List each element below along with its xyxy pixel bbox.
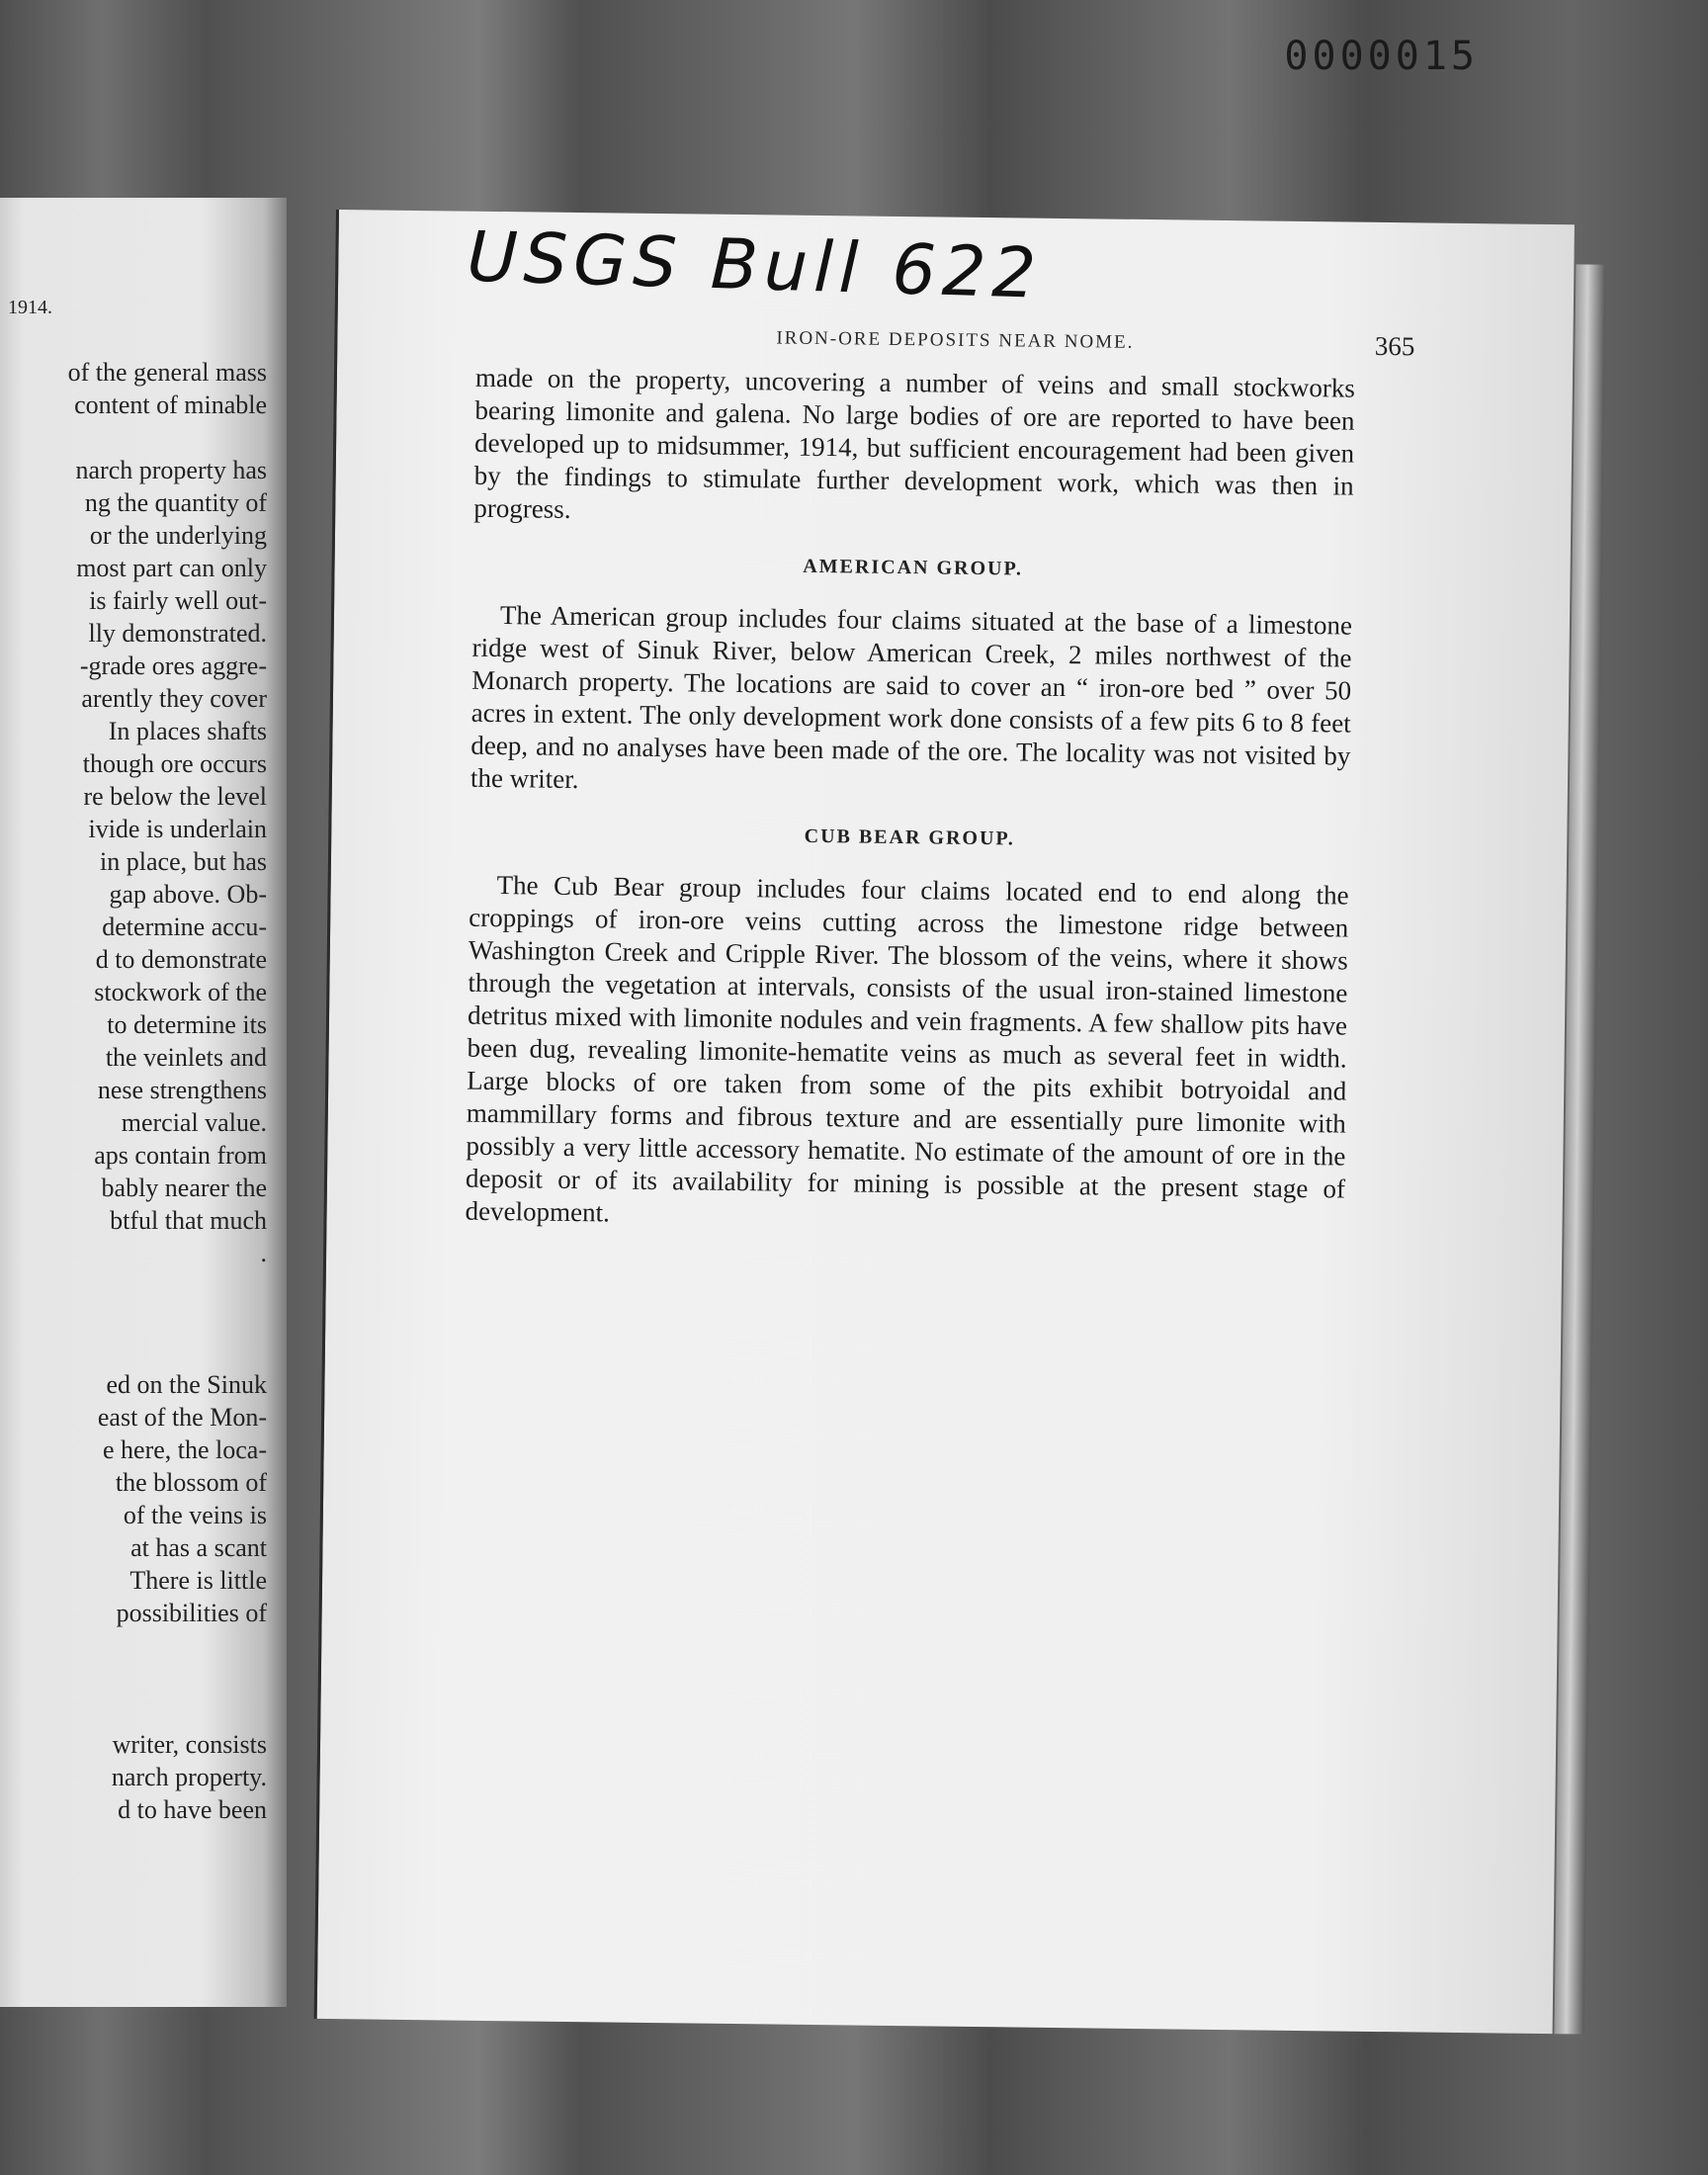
left-page-line: in place, but has [100, 847, 267, 876]
left-page-line: aps contain from [94, 1141, 267, 1170]
left-page-line: ed on the Sinuk [106, 1370, 267, 1399]
running-head: IRON-ORE DEPOSITS NEAR NOME. [776, 327, 1135, 353]
left-page-year: 1914. [8, 297, 52, 318]
left-page-line: d to demonstrate [95, 945, 267, 974]
left-page-line: to determine its [107, 1010, 267, 1039]
left-page-line: stockwork of the [94, 978, 267, 1006]
left-page-line: re below the level [83, 782, 267, 811]
left-page-text [10, 356, 267, 1826]
left-page-line: though ore occurs [82, 749, 267, 778]
left-page-line: arently they cover [81, 684, 267, 713]
left-page-line: determine accu- [102, 913, 267, 941]
left-page-line: of the veins is [123, 1501, 267, 1529]
left-page-line: There is little [129, 1566, 267, 1595]
heading-cub-bear-group: CUB BEAR GROUP. [804, 825, 1016, 850]
left-page-line: lly demonstrated. [88, 619, 267, 648]
handwritten-note: USGS Bull 622 [466, 216, 1044, 314]
left-page-line: . [260, 1239, 267, 1267]
left-page-line: gap above. Ob- [109, 880, 267, 909]
left-page-line: narch property. [111, 1763, 267, 1791]
page-body [465, 362, 1355, 1239]
left-page-line: is fairly well out- [89, 586, 267, 615]
left-page-line: most part can only [76, 554, 267, 582]
left-page-line: d to have been [118, 1795, 267, 1824]
page-number: 365 [1374, 330, 1415, 362]
left-page-line: possibilities of [116, 1599, 267, 1627]
left-text-block-top [10, 356, 267, 1269]
left-page-line: ng the quantity of [84, 488, 267, 517]
heading-american-group: AMERICAN GROUP. [803, 555, 1024, 580]
left-page-line: bably nearer the [101, 1174, 267, 1202]
left-page-line: of the general mass [67, 358, 267, 387]
left-page-line: nese strengthens [97, 1076, 267, 1104]
left-page-line: content of minable [74, 391, 267, 419]
left-page-line: mercial value. [121, 1108, 267, 1137]
paragraph-cub-bear-group: The Cub Bear group includes four claims located end to end along the croppings of iron-ore veins cutting across the limestone ridge between Washington Creek and Cripple River. The blossom of the veins, where it shows through the vegetation at intervals, consists of the usual iron-stained limestone detritus mixed with limonite nodules and vein fragments. A few shallow pits have been dug, revealing limonite-hematite veins as much as several feet in width. Large blocks of ore taken from some of the pits exhibit botryoidal and mammillary forms and fibrous texture and are essentially pure limonite with possibly a very little accessory hematite. No estimate of the amount of ore in the deposit or of its availability for mining is possible at the present stage of development. [465, 870, 1349, 1228]
left-page-line: In places shafts [108, 717, 267, 745]
left-page-line: -grade ores aggre- [79, 652, 267, 680]
left-page-line: e here, the loca- [102, 1436, 267, 1464]
left-text-block-bottom [10, 1728, 267, 1826]
left-page-line: the blossom of [115, 1468, 267, 1497]
left-page [0, 198, 287, 2007]
left-text-block-middle [10, 1368, 267, 1629]
left-page-line: or the underlying [89, 521, 267, 550]
document-stamp-number: 0000015 [1284, 34, 1479, 79]
left-page-line: btful that much [110, 1206, 267, 1235]
left-page-line: narch property has [75, 456, 267, 484]
left-page-line [10, 421, 267, 454]
left-page-line: at has a scant [130, 1533, 267, 1562]
paragraph-monarch-continued: made on the property, uncovering a number of veins and small stockworks bearing limonite and galena. No large bodies of ore are reported to have been developed up to midsummer, 1914, but sufficient encouragement had been given by the findings to stimulate further development work, which was then in progress. [473, 362, 1356, 524]
right-page [314, 210, 1575, 2034]
left-page-line: east of the Mon- [97, 1403, 267, 1432]
left-page-line: writer, consists [112, 1730, 267, 1759]
left-page-line: ivide is underlain [88, 815, 267, 843]
left-page-line: the veinlets and [105, 1043, 267, 1072]
paragraph-american-group: The American group includes four claims situated at the base of a limestone ridge west of Sinuk River, below American Creek, 2 miles northwest of the Monarch property. The locations are said to cover an “ iron-ore bed ” over 50 acres in extent. The only development work done consists of a few pits 6 to 8 feet deep, and no analyses have been made of the ore. The locality was not visited by the writer. [470, 600, 1353, 795]
